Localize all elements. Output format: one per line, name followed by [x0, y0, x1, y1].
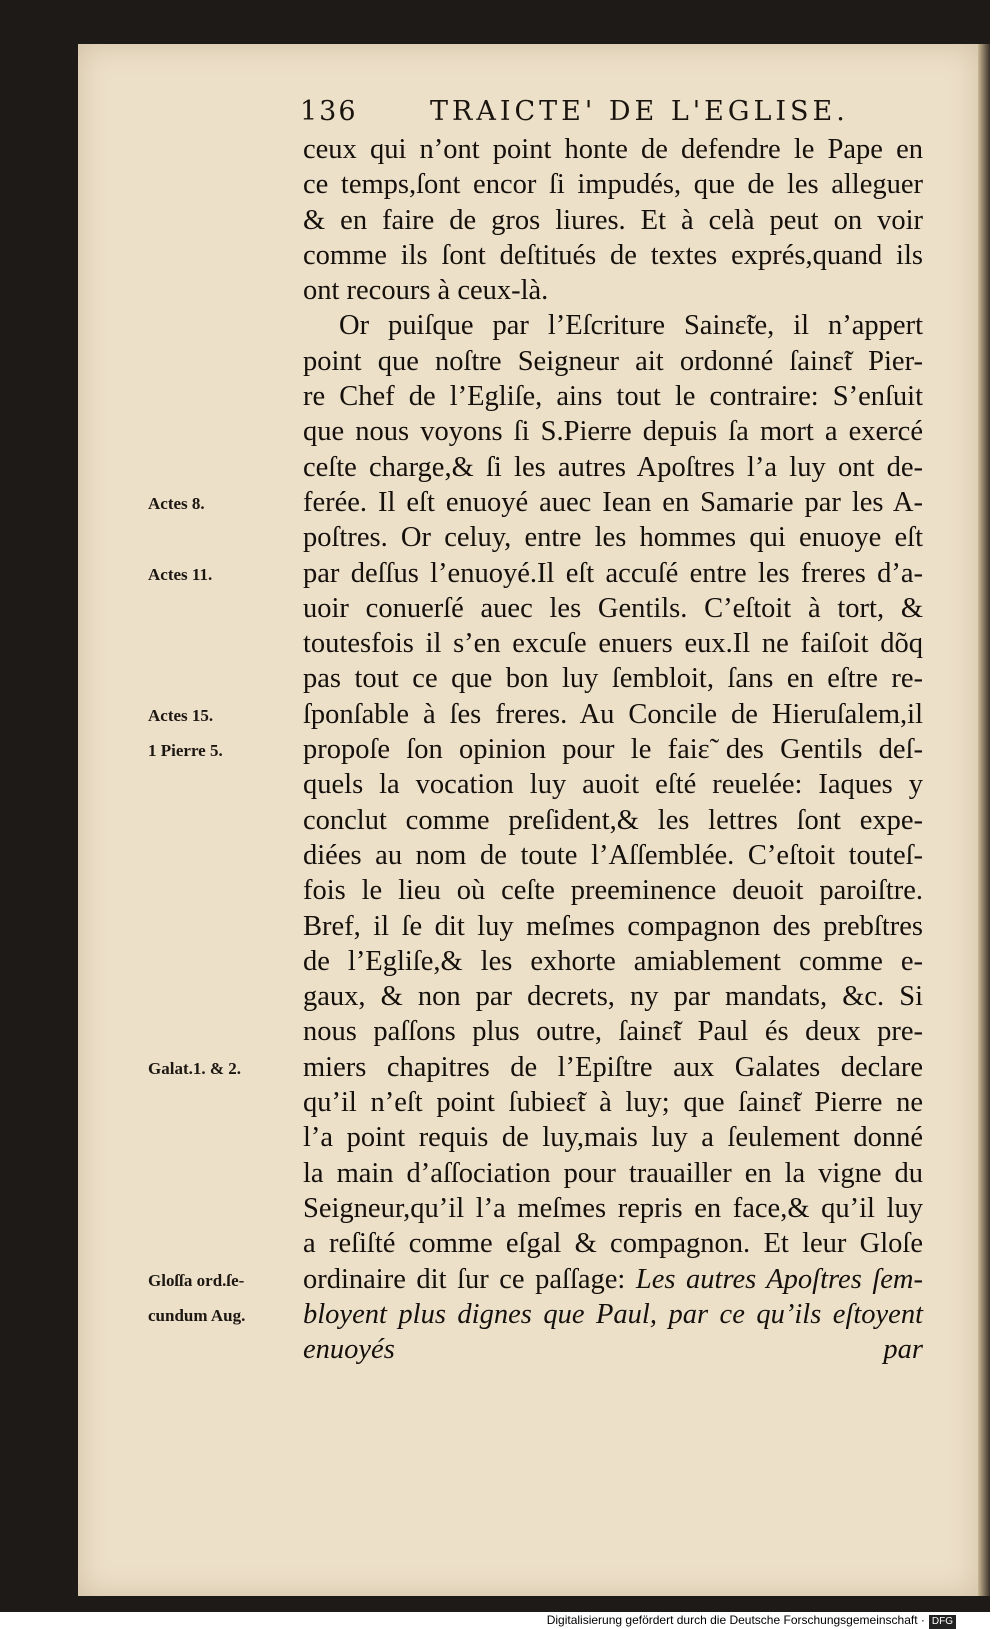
- text-line: [303, 556, 923, 591]
- text-line: [303, 1297, 923, 1366]
- text-line: [303, 979, 923, 1014]
- line-italic-text: Les autres Apoſtres ſem-: [635, 1263, 923, 1295]
- line-text: quels la vocation luy auoit eſté reuelée: Iaques y: [303, 769, 923, 801]
- line-text: l’a point requis de luy,mais luy a ſeulement donné: [303, 1122, 923, 1154]
- line-text: gaux, & non par decrets, ny par mandats, &c. Si: [303, 981, 923, 1013]
- text-line: [303, 909, 923, 944]
- marginal-note: Actes 15.: [148, 705, 214, 725]
- line-text: comme ils ſont deſtitués de textes exprés,quand ils: [303, 239, 923, 271]
- text-line: [303, 732, 923, 767]
- marginal-note: Galat.1. & 2.: [148, 1058, 242, 1078]
- line-text: re Chef de l’Egliſe, ains tout le contraire: S’enſuit: [303, 381, 923, 413]
- text-line: [303, 661, 923, 696]
- line-text: la main d’aſſociation pour trauailler en la vigne du: [303, 1157, 923, 1189]
- marginal-note: cundum Aug.: [148, 1305, 246, 1325]
- text-line: [303, 485, 923, 520]
- marginal-note: 1 Pierre 5.: [148, 741, 223, 761]
- footer-credit: [547, 1612, 956, 1629]
- text-line: [303, 1085, 923, 1120]
- line-italic-text: bloyent plus dignes que Paul, par ce qu’ils eſtoyent enuoyés: [303, 1298, 923, 1366]
- text-line: [303, 1120, 923, 1155]
- text-line: [303, 344, 923, 379]
- line-text: conclut comme preſident,& les lettres ſont expe-: [303, 804, 923, 836]
- line-italic-text: par: [883, 1334, 923, 1366]
- text-line: [303, 626, 923, 661]
- text-line: [303, 1156, 923, 1191]
- body-text: [303, 132, 923, 1367]
- line-text: qu’il n’eſt point ſubieɛ̃t à luy; que ſainɛ̃t Pierre ne: [303, 1087, 923, 1119]
- line-text: que nous voyons ſi S.Pierre depuis ſa mort a exercé: [303, 416, 923, 448]
- line-text: de l’Egliſe,& les exhorte amiablement comme e-: [303, 945, 923, 977]
- line-text: ont recours à ceux-là.: [303, 275, 549, 307]
- text-line: [303, 944, 923, 979]
- line-text: Bref, il ſe dit luy meſmes compagnon des prebſtres: [303, 910, 923, 942]
- line-text: pas tout ce que bon luy ſembloit, ſans en eſtre re-: [303, 663, 923, 695]
- text-line: [303, 414, 923, 449]
- line-text: ordinaire dit ſur ce paſſage:: [303, 1263, 636, 1295]
- text-line: [303, 1226, 923, 1261]
- page-header: [300, 96, 860, 136]
- line-text: nous paſſons plus outre, ſainɛ̃t Paul és deux pre-: [303, 1016, 923, 1048]
- line-text: ceux qui n’ont point honte de defendre le Pape en: [303, 134, 923, 165]
- text-line: [303, 803, 923, 838]
- text-line: [303, 767, 923, 802]
- line-text: ferée. Il eſt enuoyé auec Iean en Samarie par les A-: [303, 486, 923, 518]
- line-text: ſponſable à ſes freres. Au Concile de Hieruſalem,il: [303, 698, 923, 730]
- marginal-note: Actes 11.: [148, 564, 213, 584]
- text-line: [303, 1191, 923, 1226]
- funding-credit: Digitalisierung gefördert durch die Deutsche Forschungsgemeinschaft ·: [546, 1613, 925, 1627]
- line-text: par deſſus l’enuoyé.Il eſt accuſé entre les freres d’a-: [303, 557, 923, 589]
- line-text: propoſe ſon opinion pour le faiɛ̃ des Gentils deſ-: [303, 734, 923, 766]
- text-line: [303, 1050, 923, 1085]
- text-line: [303, 203, 923, 238]
- text-line: [303, 838, 923, 873]
- line-text: point que noſtre Seigneur ait ordonné ſainɛ̃t Pier-: [303, 345, 923, 377]
- text-line: [303, 697, 923, 732]
- text-line: [303, 167, 923, 202]
- line-text: ceſte charge,& ſi les autres Apoſtres l’a luy ont de-: [303, 451, 923, 483]
- text-line: [303, 1014, 923, 1049]
- line-text: miers chapitres de l’Epiſtre aux Galates declare: [303, 1051, 923, 1083]
- page-edge: [978, 44, 990, 1596]
- marginal-note: Actes 8.: [148, 494, 205, 513]
- text-line: [303, 1262, 923, 1297]
- text-line: [303, 379, 923, 414]
- running-title: TRAICTE' DE L'EGLISE.: [430, 96, 849, 127]
- page-number: 136: [300, 96, 358, 127]
- line-text: toutesfois il s’en excuſe enuers eux.Il ne faiſoit dõq: [303, 628, 923, 660]
- text-line: [303, 591, 923, 626]
- text-line: [303, 450, 923, 485]
- text-line: [303, 273, 923, 308]
- line-text: fois le lieu où ceſte preeminence deuoit paroiſtre.: [303, 875, 923, 907]
- dfg-logo: DFG: [929, 1615, 956, 1629]
- text-line: [303, 520, 923, 555]
- line-text: poſtres. Or celuy, entre les hommes qui enuoye eſt: [303, 522, 923, 554]
- line-text: uoir conuerſé auec les Gentils. C’eſtoit à tort, &: [303, 592, 923, 624]
- text-line: [303, 238, 923, 273]
- text-line: [303, 873, 923, 908]
- marginal-note: Gloſſa ord.ſe-: [148, 1270, 245, 1290]
- line-text: & en faire de gros liures. Et à celà peut on voir: [303, 204, 923, 236]
- text-line: [303, 132, 923, 167]
- text-line: [303, 308, 923, 343]
- line-text: ce temps,ſont encor ſi impudés, que de les alleguer: [303, 169, 923, 201]
- line-text: diées au nom de toute l’Aſſemblée. C’eſtoit touteſ-: [303, 839, 923, 871]
- line-text: Seigneur,qu’il l’a meſmes repris en face,& qu’il luy: [303, 1192, 923, 1224]
- text-line: [303, 1332, 923, 1367]
- line-text: a reſiſté comme eſgal & compagnon. Et leur Gloſe: [303, 1228, 923, 1260]
- line-text: Or puiſque par l’Eſcriture Sainɛ̃te, il n’appert: [339, 310, 923, 342]
